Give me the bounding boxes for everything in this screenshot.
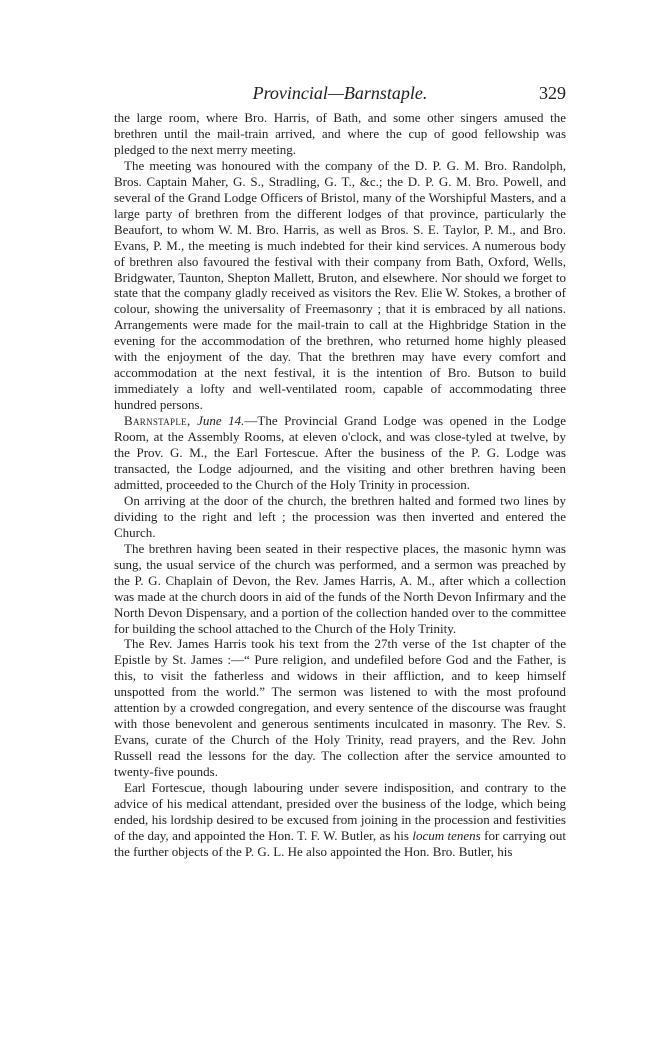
running-head [114,82,566,110]
place-heading: Barnstaple, [124,413,191,429]
paragraph-service-sermon: The brethren having been seated in their respective places, the masonic hymn was sung, the usual service of the church was performed, and a sermon was preached by the P. G. Chaplain of Devon, the Rev. James Harris, A. M., after which a collection was made at the church doors in aid of the funds of the North Devon Infirmary and the North Devon Dispensary, and a portion of the collection handed over to the committee for building the school attached to the Church of the Holy Trinity. [114,540,566,636]
running-title: Provincial—Barnstaple. [252,83,428,103]
date-heading: June 14. [197,413,245,429]
page-number: 329 [539,83,566,103]
paragraph-sermon-text: The Rev. James Harris took his text from the 27th verse of the 1st chapter of the Epistle by St. James :—“ Pure religion, and undefiled before God and the Father, is this, to visit the fatherless and widows in their affliction, and to keep himself unspotted from the world.” The sermon was listened to with the most profound attention by a crowded congregation, and every sentence of the discourse was fraught with those benevolent and generous sentiments inculcated in masonry. The Rev. S. Evans, curate of the Church of the Holy Trinity, read prayers, and the Rev. John Russell read the lessons for the day. The collection after the service amounted to twenty-five pounds. [114,636,566,780]
paragraph-text: —The Provincial Grand Lodge was opened in the Lodge Room, at the Assembly Rooms, at eleven o'clock, and was close-tyled at twelve, by the Prov. G. M., the Earl Fortescue. After the business of the P. G. Lodge was transacted, the Lodge adjourned, and the visiting and other brethren having been admitted, proceeded to the Church of the Holy Trinity in procession. [114,413,566,492]
paragraph-church-procession: On arriving at the door of the church, the brethren halted and formed two lines by dividing to the right and left ; the procession was then inverted and entered the Church. [114,492,566,540]
paragraph-earl-fortescue [114,780,566,860]
paragraph-barnstaple-lodge [114,413,566,493]
paragraph-bath-festival-close: the large room, where Bro. Harris, of Bath, and some other singers amused the brethren until the mail-train arrived, and where the cup of good fellowship was pledged to the next merry meeting. [114,110,566,157]
latin-term: locum tenens [412,827,481,843]
article-body [114,110,566,860]
paragraph-meeting-company: The meeting was honoured with the company of the D. P. G. M. Bro. Randolph, Bros. Captain Maher, G. S., Stradling, G. T., &c.; the D. P. G. M. Bro. Powell, and several of the Grand Lodge Officers of Bristol, many of the Worshipful Masters, and a large party of brethren from the different lodges of that province, particularly the Beaufort, to whom W. M. Bro. Harris, as well as Bros. S. E. Taylor, P. M., and Bro. Evans, P. M., the meeting is much indebted for their kind services. A numerous body of brethren also favoured the festival with their company from Bath, Oxford, Wells, Bridgwater, Taunton, Shepton Mallett, Bruton, and elsewhere. Nor should we forget to state that the company gladly received as visitors the Rev. Elie W. Stokes, a brother of colour, showing the universality of Freemasonry ; that it is embraced by all nations. Arrangements were made for the mail-train to call at the Highbridge Station in the evening for the accommodation of the brethren, who returned home highly pleased with the enjoyment of the day. That the brethren may have every comfort and accommodation at the next festival, it is the intention of Bro. Butson to build immediately a lofty and well-ventilated room, capable of accommodating three hundred persons. [114,157,566,413]
paragraph-text: Earl Fortescue, though labouring under severe indisposition, and contrary to the advice of his medical attendant, presided over the business of the lodge, which being ended, his lordship desired to be excused from joining in the procession and festivities of the day, and appointed the Hon. T. F. W. Butler, as his [114,780,566,843]
book-page [114,82,566,860]
paragraph-text: for carrying out the further objects of the P. G. L. He also appointed the Hon. Bro. Butler, his [114,827,567,859]
